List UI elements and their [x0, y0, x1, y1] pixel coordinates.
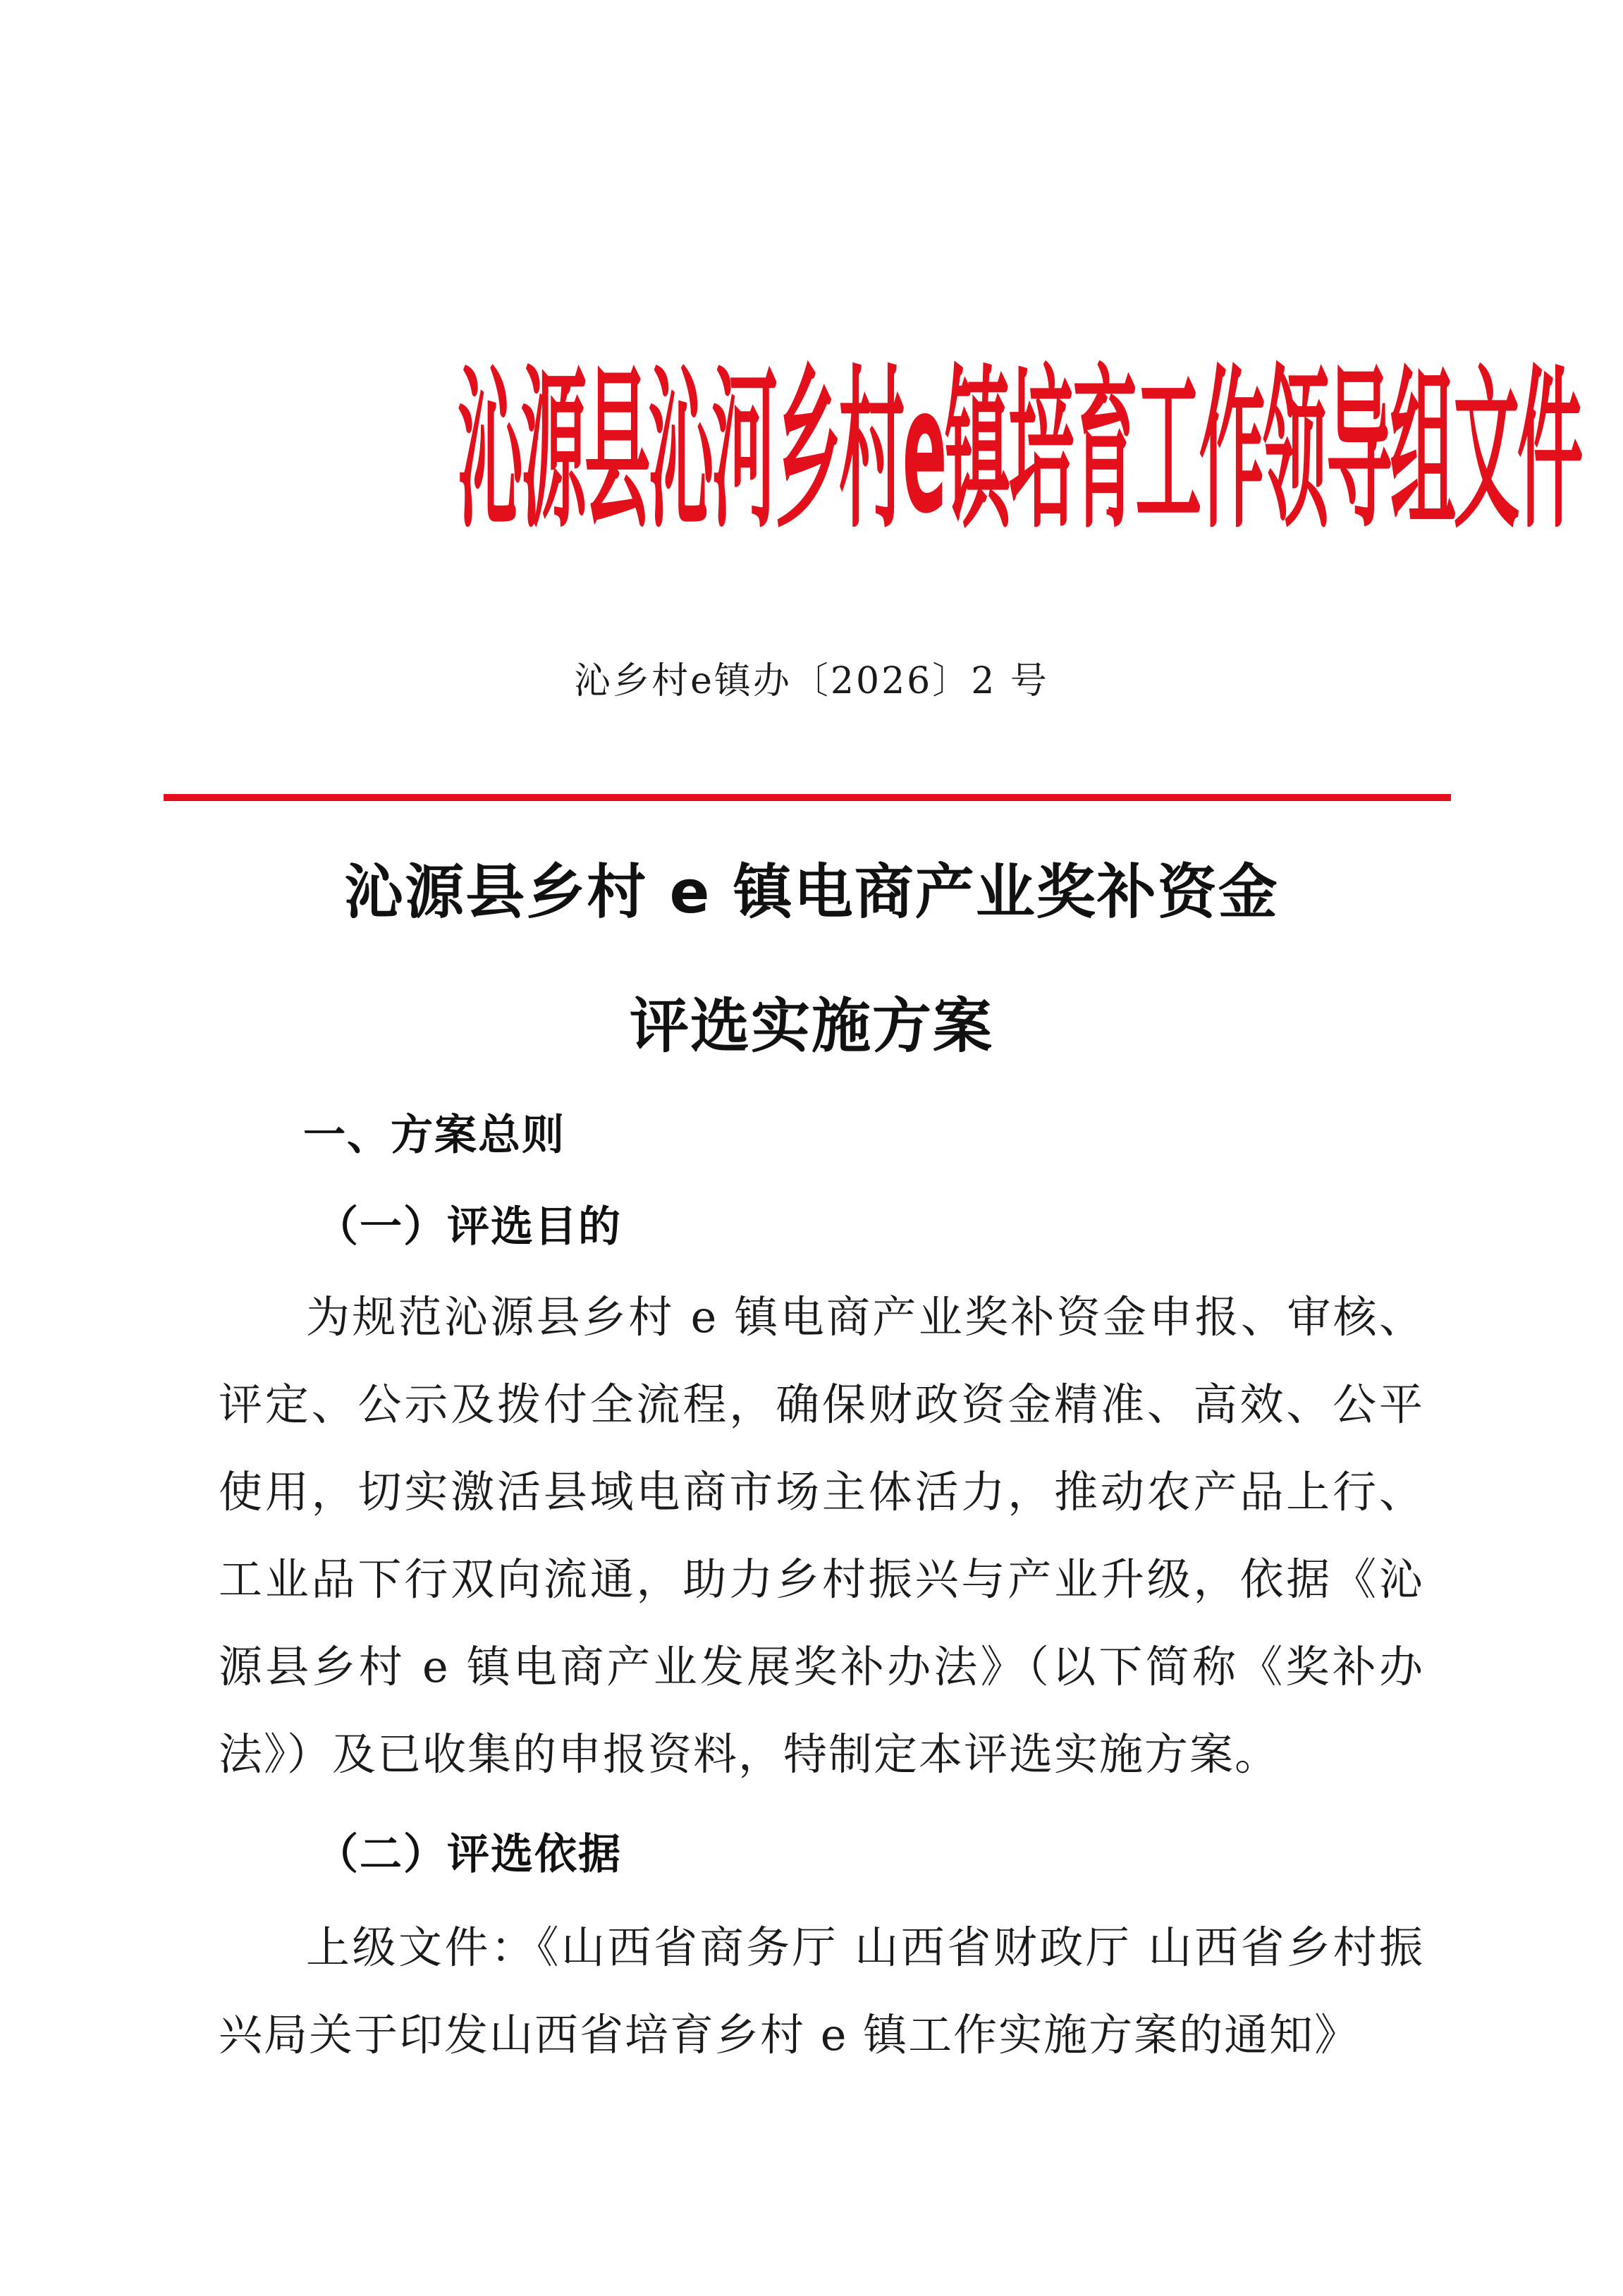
- issuing-authority-title: 沁源县沁河乡村e镇培育工作领导组文件: [457, 350, 1581, 553]
- paragraph-purpose: 为规范沁源县乡村 e 镇电商产业奖补资金申报、审核、评定、公示及拨付全流程，确保财政资金精准、高效、公平使用，切实激活县域电商市场主体活力，推动农产品上行、工业品下行双向流通，助力乡村振兴与产业升级，依据《沁源县乡村 e 镇电商产业发展奖补办法》（以下简称《奖补办法》）及已收集的申报资料，特制定本评选实施方案。: [219, 1291, 1424, 1780]
- section-heading-general-principles: 一、方案总则: [303, 1111, 565, 1160]
- document-title-line-2: 评选实施方案: [629, 991, 993, 1061]
- subsection-heading-purpose: （一）评选目的: [316, 1202, 622, 1252]
- document-title-line-1: 沁源县乡村 e 镇电商产业奖补资金: [344, 857, 1279, 927]
- red-divider-line: [164, 794, 1451, 801]
- subsection-heading-basis: （二）评选依据: [316, 1830, 622, 1879]
- document-number: 沁乡村e镇办〔2026〕2 号: [574, 660, 1049, 702]
- paragraph-basis: 上级文件：《山西省商务厅 山西省财政厅 山西省乡村振兴局关于印发山西省培育乡村 e 镇工作实施方案的通知》: [219, 1922, 1424, 2060]
